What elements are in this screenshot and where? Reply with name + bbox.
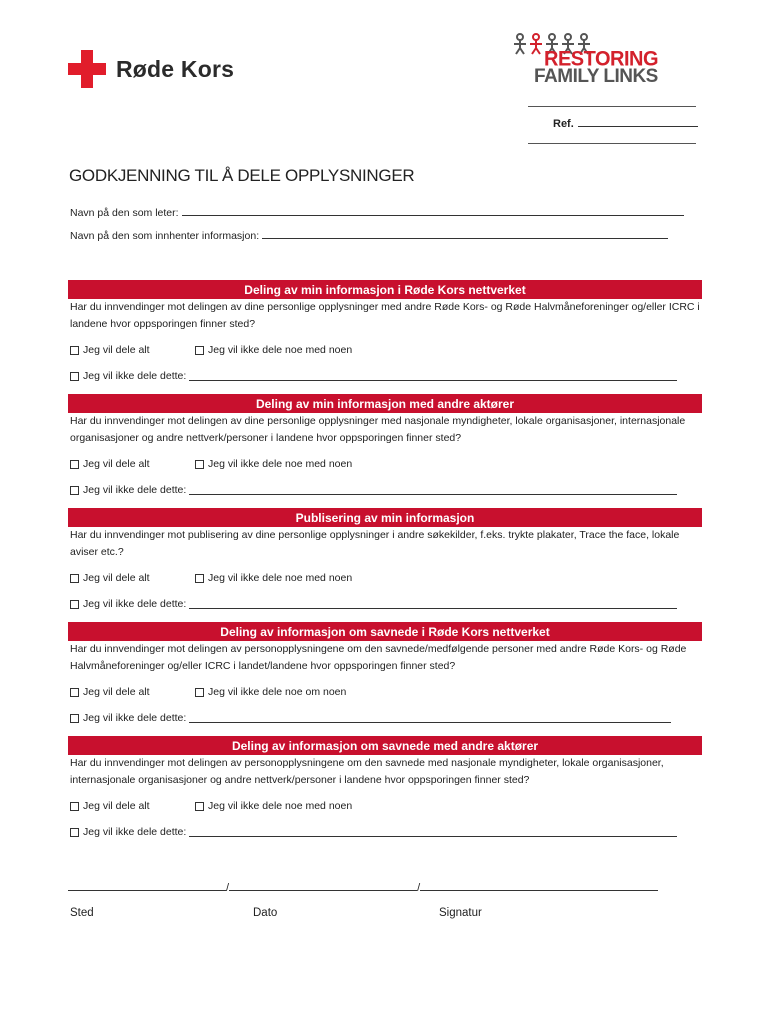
checkbox[interactable] — [70, 460, 79, 469]
ref-underline[interactable] — [578, 116, 698, 127]
option-label: Jeg vil ikke dele dette: — [83, 484, 187, 496]
checkbox[interactable] — [195, 688, 204, 697]
checkbox[interactable] — [70, 574, 79, 583]
option-share-none[interactable] — [195, 800, 352, 812]
option-share-all[interactable] — [70, 344, 150, 356]
collector-name-label: Navn på den som innhenter informasjon: — [70, 230, 260, 242]
option-label: Jeg vil ikke dele dette: — [83, 712, 187, 724]
ref-divider-bottom — [528, 143, 696, 144]
rode-kors-logo — [68, 50, 234, 88]
place-input[interactable] — [68, 880, 226, 891]
writer-name-input[interactable] — [182, 206, 684, 216]
checkbox[interactable] — [70, 828, 79, 837]
checkbox[interactable] — [70, 688, 79, 697]
option-label: Jeg vil dele alt — [83, 686, 150, 698]
checkbox[interactable] — [70, 346, 79, 355]
rfl-line2: FAMILY LINKS — [534, 66, 658, 87]
ref-field[interactable] — [553, 116, 698, 130]
checkbox[interactable] — [195, 802, 204, 811]
option-label: Jeg vil ikke dele noe med noen — [208, 458, 353, 470]
page-title: GODKJENNING TIL Å DELE OPPLYSNINGER — [69, 166, 415, 185]
collector-name-field[interactable] — [70, 229, 668, 242]
writer-name-label: Navn på den som leter: — [70, 207, 179, 219]
option-label: Jeg vil ikke dele noe med noen — [208, 572, 353, 584]
section-heading: Deling av informasjon om savnede i Røde Kors nettverket — [68, 622, 702, 641]
red-cross-icon — [68, 50, 106, 88]
section-question: Har du innvendinger mot delingen av personopplysningene om den savnede/medfølgende personer med andre Røde Kors- og Røde Halvmåneforeninger og/eller ICRC i landet/landene hvor oppsporingen finner sted? — [70, 643, 687, 672]
checkbox[interactable] — [70, 802, 79, 811]
option-share-partial[interactable] — [70, 826, 677, 838]
partial-input[interactable] — [189, 485, 677, 495]
option-label: Jeg vil dele alt — [83, 800, 150, 812]
option-share-all[interactable] — [70, 686, 150, 698]
checkbox[interactable] — [195, 460, 204, 469]
option-share-all[interactable] — [70, 572, 150, 584]
separator: / — [226, 882, 230, 894]
option-label: Jeg vil ikke dele dette: — [83, 598, 187, 610]
option-label: Jeg vil ikke dele noe med noen — [208, 344, 353, 356]
section-question: Har du innvendinger mot delingen av dine personlige opplysninger med nasjonale myndigheter, lokale organisasjoner, internasjonale organisasjoner og andre nettverk/personer i landene hvor oppsporingen finner sted? — [70, 415, 686, 444]
org-name: Røde Kors — [116, 55, 235, 82]
section-question: Har du innvendinger mot delingen av personopplysningene om den savnede med nasjonale myndigheter, lokale organisasjoner, internasjonale organisasjoner og andre nettverk/personer i landene hvor oppsporingen finner sted? — [70, 757, 664, 786]
signature-label: Signatur — [439, 907, 482, 919]
checkbox[interactable] — [195, 346, 204, 355]
option-share-all[interactable] — [70, 800, 150, 812]
checkbox[interactable] — [70, 486, 79, 495]
date-label: Dato — [253, 907, 278, 919]
option-share-none[interactable] — [195, 572, 352, 584]
ref-label: Ref. — [553, 118, 574, 130]
option-label: Jeg vil ikke dele noe om noen — [208, 686, 347, 698]
collector-name-input[interactable] — [262, 229, 668, 239]
place-label: Sted — [70, 907, 94, 919]
signature-line[interactable] — [68, 880, 658, 894]
partial-input[interactable] — [189, 713, 671, 723]
option-share-partial[interactable] — [70, 484, 677, 496]
date-input[interactable] — [229, 880, 417, 891]
checkbox[interactable] — [195, 574, 204, 583]
option-label: Jeg vil dele alt — [83, 344, 150, 356]
section-heading: Deling av informasjon om savnede med andre aktører — [68, 736, 702, 755]
option-share-all[interactable] — [70, 458, 150, 470]
partial-input[interactable] — [189, 827, 677, 837]
option-label: Jeg vil ikke dele dette: — [83, 370, 187, 382]
section-heading: Publisering av min informasjon — [68, 508, 702, 527]
partial-input[interactable] — [189, 599, 677, 609]
option-share-none[interactable] — [195, 344, 352, 356]
option-label: Jeg vil ikke dele noe med noen — [208, 800, 353, 812]
option-label: Jeg vil dele alt — [83, 572, 150, 584]
option-share-partial[interactable] — [70, 712, 671, 724]
option-share-partial[interactable] — [70, 598, 677, 610]
rfl-line1: RESTORING — [544, 47, 659, 71]
checkbox[interactable] — [70, 714, 79, 723]
section-question: Har du innvendinger mot delingen av dine personlige opplysninger med andre Røde Kors- og Røde Halvmåneforeninger og/eller ICRC i landene hvor oppsporingen finner sted? — [70, 301, 700, 330]
ref-divider-top — [528, 106, 696, 107]
section-question: Har du innvendinger mot publisering av dine personlige opplysninger i andre søkekilder, f.eks. trykte plakater, Trace the face, lokale aviser etc.? — [70, 529, 680, 558]
restoring-family-links-logo — [510, 32, 660, 90]
signature-input[interactable] — [420, 880, 658, 891]
option-share-none[interactable] — [195, 686, 346, 698]
option-share-none[interactable] — [195, 458, 352, 470]
option-share-partial[interactable] — [70, 370, 677, 382]
partial-input[interactable] — [189, 371, 677, 381]
writer-name-field[interactable] — [70, 206, 684, 219]
checkbox[interactable] — [70, 372, 79, 381]
section-heading: Deling av min informasjon i Røde Kors nettverket — [68, 280, 702, 299]
checkbox[interactable] — [70, 600, 79, 609]
option-label: Jeg vil dele alt — [83, 458, 150, 470]
section-heading: Deling av min informasjon med andre aktører — [68, 394, 702, 413]
separator: / — [417, 882, 421, 894]
option-label: Jeg vil ikke dele dette: — [83, 826, 187, 838]
